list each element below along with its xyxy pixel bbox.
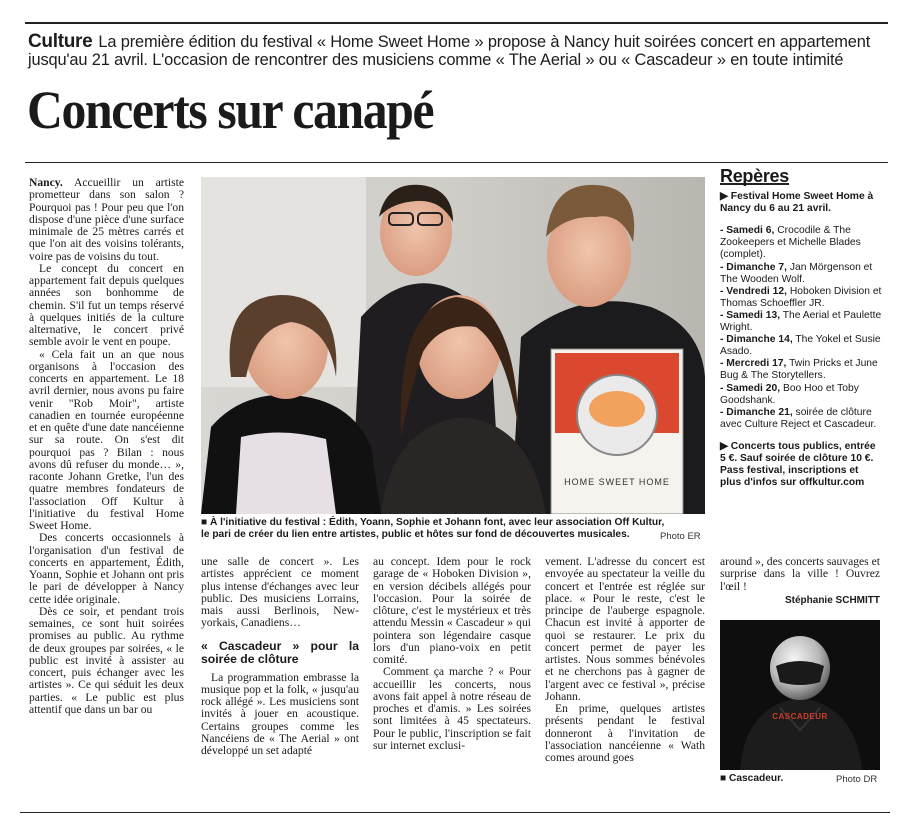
cascadeur-caption: ■ Cascadeur.	[720, 773, 784, 784]
ticket-info: ▶ Concerts tous publics, entrée 5 €. Sauf soirée de clôture 10 €. Pass festival, inscriptions et plus d'infos sur offkultur.com	[720, 440, 876, 489]
cascadeur-illustration	[720, 620, 880, 770]
paragraph: Des concerts occasionnels à l'organisation d'un festival de concerts en appartement, Édith, Yoann, Sophie et Johann ont pris le pari de développer à Nancy cette idée originale.	[29, 531, 184, 606]
schedule-artists: The Yokel et Susie Asado.	[720, 334, 881, 358]
poster-title: HOME SWEET HOME	[564, 477, 670, 487]
festival-dates: ▶ Festival Home Sweet Home à Nancy du 6 au 21 avril.	[720, 191, 874, 215]
schedule-item	[720, 334, 882, 358]
cascadeur-photo	[720, 620, 880, 770]
caption-text: Édith, Yoann, Sophie et Johann font, avec leur association Off Kultur, le pari de créer du lien entre artistes, public et hôtes sur fond de découvertes musicales.	[201, 517, 665, 540]
schedule-day: - Dimanche 21,	[720, 406, 793, 418]
poster	[551, 349, 683, 514]
schedule-day: - Samedi 13,	[720, 309, 781, 321]
article-column-2	[201, 556, 359, 757]
article-column-5	[720, 556, 880, 607]
photo-illustration	[201, 177, 705, 514]
schedule-item	[720, 383, 882, 407]
jacket-lettering: CASCADEUR	[772, 712, 828, 721]
schedule-day: - Dimanche 14,	[720, 334, 793, 346]
paragraph: « Cela fait un an que nous organisons à l'occasion des concerts en appartement. Le 18 avril dernier, nous avons pu faire venir "Rob Moir", artiste canadien en tournée européenne et en quête d'une date nancéienne sur sa route. On s'est dit pourquoi pas ? Bilan : nous avons dû refuser du monde… », raconte Johann Gretke, l'un des quatre membres fondateurs de l'association Off Kultur à l'initiative du festival Home Sweet Home.	[29, 347, 184, 532]
paragraph: En prime, quelques artistes présents pendant le festival donneront à l'invitation de l'association nancéienne « Wath comes around goes	[545, 702, 705, 764]
paragraph: au concept. Idem pour le rock garage de « Hoboken Division », en version décibels allégés pour l'occasion. Pour la soirée de clôture, c'est le mystérieux et très attendu Messin « Cascadeur » qui pointera son légendaire casque lors d'un piano-voix en petit comité.	[373, 555, 531, 666]
paragraph: une salle de concert ». Les artistes apprécient ce moment plus intense d'échanges avec leur public. Des musiciens Lorrains, mais aussi Berlinois, New-yorkais, Canadiens…	[201, 555, 359, 630]
schedule-item	[720, 310, 882, 334]
schedule-item	[720, 286, 882, 310]
cascadeur-credit: Photo DR	[836, 774, 878, 785]
schedule-artists: Twin Pricks et June Bug & The Storytellers.	[720, 358, 878, 382]
schedule-item	[720, 262, 882, 286]
paragraph: around », des concerts sauvages et surprise dans la ville ! Ouvrez l'œil !	[720, 555, 880, 593]
dateline: Nancy.	[29, 176, 63, 189]
schedule-day: - Mercredi 17,	[720, 358, 787, 370]
concert-schedule	[720, 225, 882, 431]
schedule-artists: Jan Mörgenson et The Wooden Wolf.	[720, 261, 873, 285]
headline: Concerts sur canapé	[27, 80, 434, 140]
caption-lead: ■ À l'initiative du festival :	[201, 517, 327, 528]
top-rule	[25, 22, 888, 24]
paragraph	[29, 177, 184, 263]
main-photo-caption	[201, 517, 671, 541]
article-column-4	[545, 556, 705, 764]
schedule-artists: Boo Hoo et Toby Goodshank.	[720, 382, 859, 406]
schedule-day: - Vendredi 12,	[720, 285, 787, 297]
schedule-item	[720, 225, 882, 261]
paragraph: Dès ce soir, et pendant trois semaines, ce sont huit soirées promises au public. Au rythme de deux groupes par soirées, « le public est invité à assister au concert, puis échanger avec les artistes ». Ce qui séduit les deux parties. « Le public est plus attentif que dans un bar ou	[29, 604, 184, 716]
bottom-rule	[20, 812, 890, 813]
sidebar-title: Repères	[720, 166, 789, 186]
paragraph: vement. L'adresse du concert est envoyée au spectateur la veille du concert et l'entrée est réglée sur place. « Pour le reste, c'est le principe de l'auberge espagnole. Chacun est invité à apporter de quoi se restaurer. Le prix du concert permet de payer les artistes. Nous sommes bénévoles et ne cherchons pas à gagner de l'argent avec ce festival », précise Johann.	[545, 555, 705, 703]
main-photo-credit: Photo ER	[660, 531, 701, 542]
main-photo	[201, 177, 705, 514]
headline-underline	[25, 162, 888, 163]
reperes-sidebar	[720, 166, 882, 489]
schedule-day: - Samedi 20,	[720, 382, 781, 394]
schedule-day: - Samedi 6,	[720, 225, 775, 237]
schedule-item	[720, 407, 882, 431]
article-column-1	[29, 177, 184, 716]
byline: Stéphanie SCHMITT	[784, 594, 880, 606]
article-column-3	[373, 556, 531, 752]
kicker-text: La première édition du festival « Home Sweet Home » propose à Nancy huit soirées concert en appartement jusqu'au 21 avril. L'occasion de rencontrer des musiciens comme « The Aerial » ou « Cascadeur » en toute intimité	[28, 33, 871, 69]
schedule-artists: soirée de clôture avec Culture Reject et Cascadeur.	[720, 406, 877, 430]
paragraph-text: Accueillir un artiste prometteur dans son salon ? Pourquoi pas ! Pour peu que l'on dispose d'une pièce d'une surface minimale de 25 mètres carrés et que l'on ait des voisins tolérants, voire pas de voisins du tout.	[29, 176, 184, 263]
paragraph: Le concept du concert en appartement fait depuis quelques années son bonhomme de chemin. S'il fut un temps réservé à quelques initiés de la culture alternative, le concert privé semble avoir le vent en poupe.	[29, 261, 184, 349]
schedule-artists: Hoboken Division et Thomas Schoeffler JR.	[720, 285, 882, 309]
section-label: Culture	[28, 31, 93, 52]
paragraph: Comment ça marche ? « Pour accueillir les concerts, nous avons fait appel à notre réseau de proches et d'amis. » Les soirées sont limitées à 45 spectateurs. Pour le public, l'inscription se fait sur internet exclusi-	[373, 665, 531, 752]
paragraph: La programmation embrasse la musique pop et la folk, « jusqu'au rock allégé ». Les musiciens sont invités à jouer en acoustique. Certains groupes comme les Nancéiens de « The Aerial » ont développé un set adapté	[201, 670, 359, 757]
schedule-artists: Crocodile & The Zookeepers et Michelle Blades (complet).	[720, 225, 861, 261]
schedule-artists: The Aerial et Paulette Wright.	[720, 309, 882, 334]
schedule-item	[720, 358, 882, 382]
schedule-day: - Dimanche 7,	[720, 261, 787, 273]
subheading: « Cascadeur » pour la soirée de clôture	[201, 638, 359, 666]
kicker	[28, 33, 884, 69]
